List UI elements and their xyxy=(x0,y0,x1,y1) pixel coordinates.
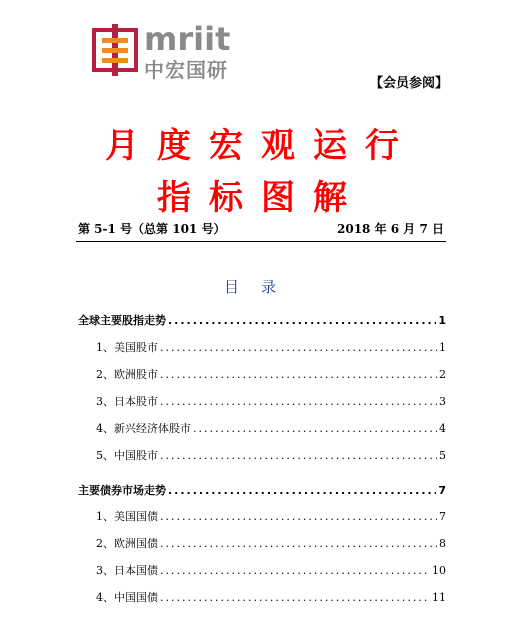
toc-item[interactable] xyxy=(78,420,446,436)
toc-label: 全球主要股指走势 xyxy=(78,314,166,327)
toc-item[interactable] xyxy=(78,562,446,578)
toc-label: 3、日本股市 xyxy=(96,395,158,408)
header-divider xyxy=(76,241,446,242)
toc-page: 1 xyxy=(438,314,446,327)
toc-page: 3 xyxy=(439,395,446,408)
toc-label: 1、美国国债 xyxy=(96,510,158,523)
toc-leader xyxy=(160,510,437,523)
toc-label: 5、中国股市 xyxy=(96,449,158,462)
toc-page: 7 xyxy=(438,484,446,497)
toc-leader xyxy=(160,591,430,604)
toc-leader xyxy=(160,564,430,577)
mriit-logo xyxy=(92,20,242,84)
toc-label: 1、美国股市 xyxy=(96,341,158,354)
toc-item[interactable] xyxy=(78,339,446,355)
toc-label: 4、中国国债 xyxy=(96,591,158,604)
toc-leader xyxy=(160,449,437,462)
toc-section[interactable] xyxy=(78,482,446,498)
toc-leader xyxy=(168,484,436,497)
toc-item[interactable] xyxy=(78,447,446,463)
toc-page: 11 xyxy=(432,591,446,604)
member-tag: 【会员参阅】 xyxy=(369,76,448,91)
toc-leader xyxy=(160,537,437,550)
toc-leader xyxy=(193,422,437,435)
toc-item[interactable] xyxy=(78,589,446,605)
toc-heading: 目录 xyxy=(223,278,298,296)
toc-leader xyxy=(160,368,437,381)
mriit-logo-mark-icon xyxy=(92,24,138,76)
toc-label: 3、日本国债 xyxy=(96,564,158,577)
issue-number: 第 5-1 号（总第 101 号） xyxy=(78,222,226,236)
title-line-2: 指标图解 xyxy=(157,178,365,218)
toc-label: 2、欧洲国债 xyxy=(96,537,158,550)
toc-leader xyxy=(160,395,437,408)
toc-page: 1 xyxy=(439,341,446,354)
toc-leader xyxy=(160,341,437,354)
toc-page: 4 xyxy=(439,422,446,435)
toc-item[interactable] xyxy=(78,508,446,524)
logo-text-cn: 中宏国研 xyxy=(144,58,228,82)
toc-section[interactable] xyxy=(78,312,446,328)
publication-date: 2018 年 6 月 7 日 xyxy=(337,222,444,236)
toc-item[interactable] xyxy=(78,393,446,409)
toc-leader xyxy=(168,314,436,327)
toc-item[interactable] xyxy=(78,535,446,551)
toc-page: 2 xyxy=(439,368,446,381)
title-line-1: 月度宏观运行 xyxy=(105,126,417,166)
toc-page: 5 xyxy=(439,449,446,462)
logo-text-en: mriit xyxy=(144,20,231,58)
toc-page: 8 xyxy=(439,537,446,550)
toc-page: 10 xyxy=(432,564,446,577)
toc-page: 7 xyxy=(439,510,446,523)
toc-item[interactable] xyxy=(78,366,446,382)
toc-label: 4、新兴经济体股市 xyxy=(96,422,191,435)
toc-label: 2、欧洲股市 xyxy=(96,368,158,381)
toc-label: 主要债券市场走势 xyxy=(78,484,166,497)
